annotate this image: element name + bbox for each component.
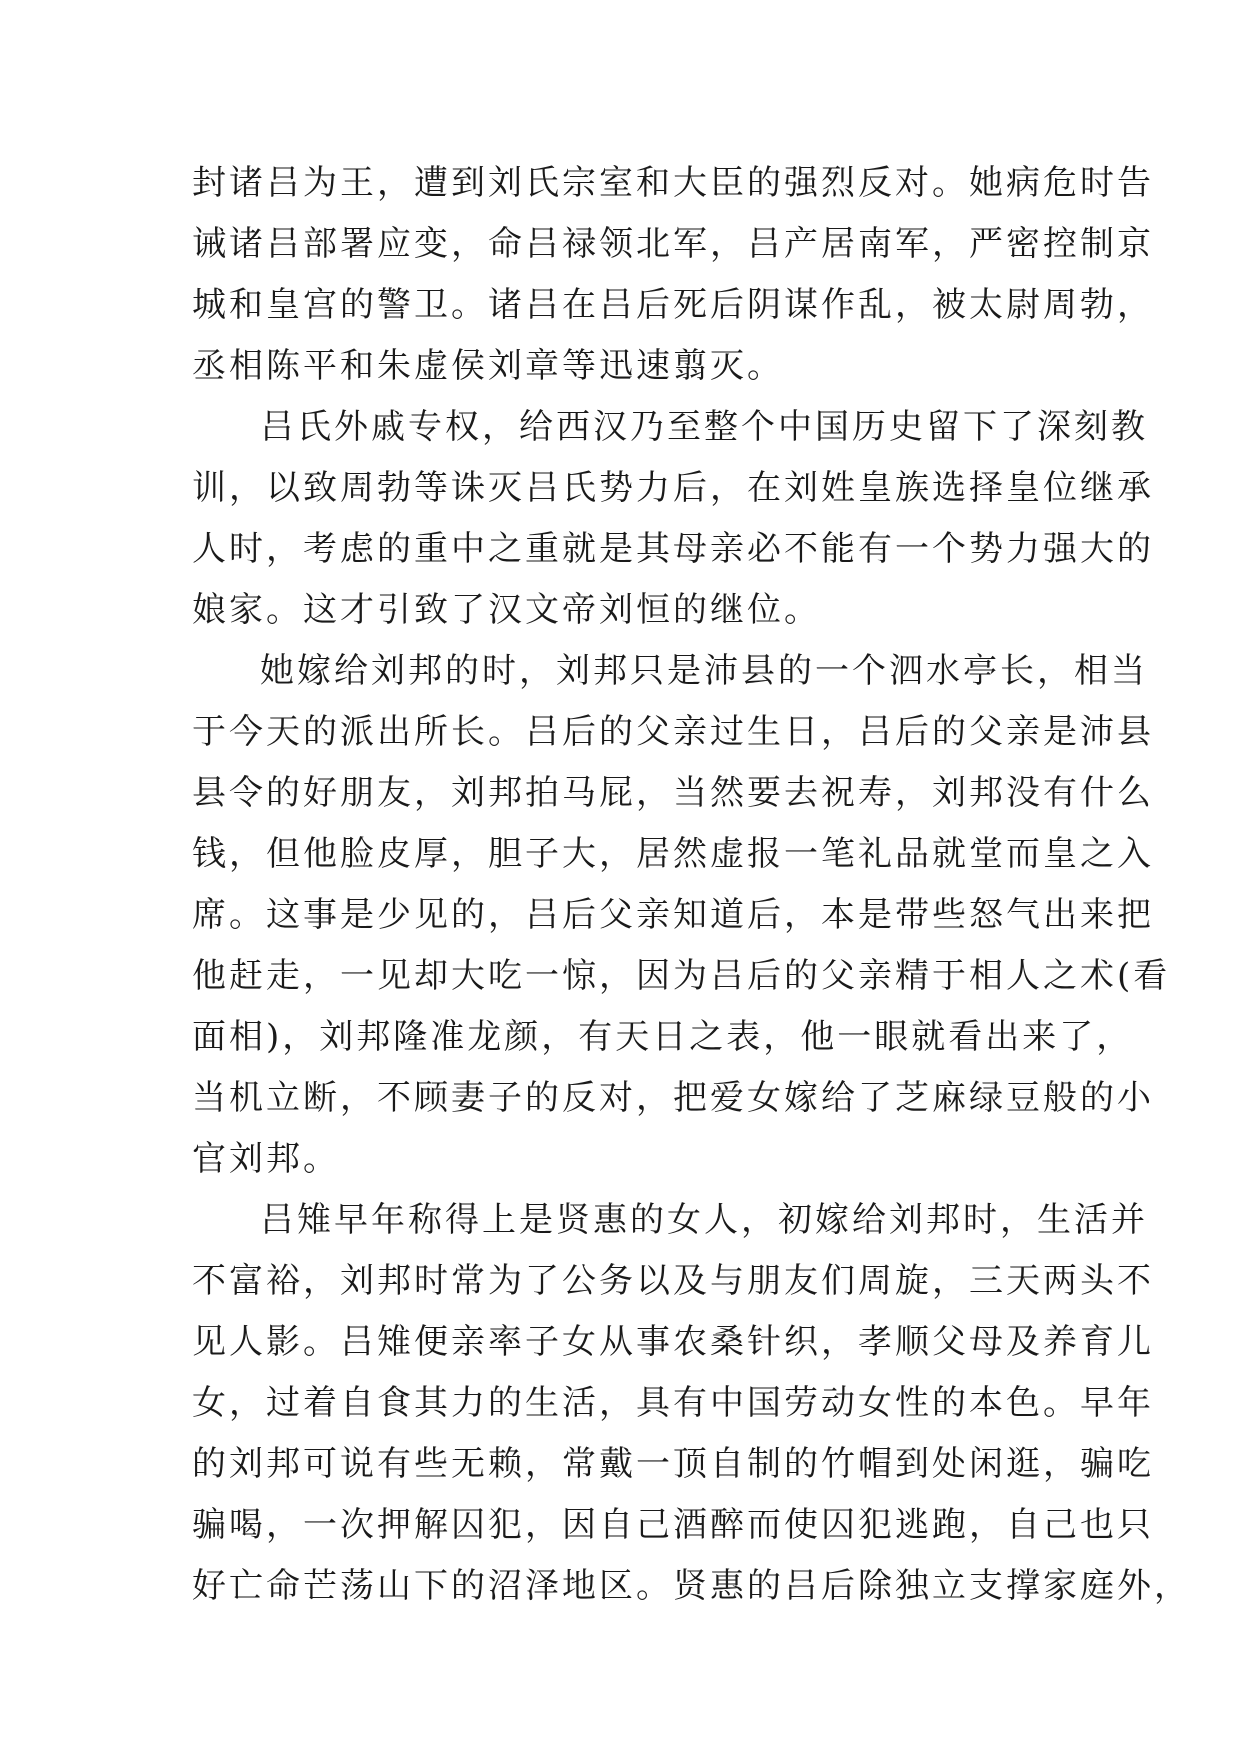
text-line: 好亡命芒荡山下的沼泽地区。贤惠的吕后除独立支撑家庭外，: [192, 1566, 1191, 1606]
text-line: 当机立断，不顾妻子的反对，把爱女嫁给了芝麻绿豆般的小: [192, 1078, 1154, 1118]
text-line: 不富裕，刘邦时常为了公务以及与朋友们周旋，三天两头不: [192, 1261, 1154, 1301]
text-line: 县令的好朋友，刘邦拍马屁，当然要去祝寿，刘邦没有什么: [192, 773, 1154, 813]
text-line: 诫诸吕部署应变，命吕禄领北军，吕产居南军，严密控制京: [192, 224, 1154, 264]
paragraph: [192, 1190, 1191, 1617]
text-line: 于今天的派出所长。吕后的父亲过生日，吕后的父亲是沛县: [192, 712, 1154, 752]
text-line: 他赶走，一见却大吃一惊，因为吕后的父亲精于相人之术(看: [192, 956, 1171, 996]
paragraph: [192, 641, 1171, 1190]
text-line: 女，过着自食其力的生活，具有中国劳动女性的本色。早年: [192, 1383, 1154, 1423]
text-line: 娘家。这才引致了汉文帝刘恒的继位。: [192, 590, 821, 630]
text-line: 城和皇宫的警卫。诸吕在吕后死后阴谋作乱，被太尉周勃，: [192, 285, 1154, 325]
text-line: 吕雉早年称得上是贤惠的女人，初嫁给刘邦时，生活并: [260, 1200, 1148, 1240]
text-line: 训，以致周勃等诛灭吕氏势力后，在刘姓皇族选择皇位继承: [192, 468, 1154, 508]
text-line: 官刘邦。: [192, 1139, 340, 1179]
text-line: 丞相陈平和朱虚侯刘章等迅速翦灭。: [192, 346, 784, 386]
text-line: 面相)，刘邦隆准龙颜，有天日之表，他一眼就看出来了，: [192, 1017, 1134, 1057]
text-line: 人时，考虑的重中之重就是其母亲必不能有一个势力强大的: [192, 529, 1154, 569]
paragraph: [192, 397, 1154, 641]
text-line: 席。这事是少见的，吕后父亲知道后，本是带些怒气出来把: [192, 895, 1154, 935]
paragraph: [192, 153, 1154, 397]
text-line: 见人影。吕雉便亲率子女从事农桑针织，孝顺父母及养育儿: [192, 1322, 1154, 1362]
text-line: 骗喝，一次押解囚犯，因自己酒醉而使囚犯逃跑，自己也只: [192, 1505, 1154, 1545]
text-line: 的刘邦可说有些无赖，常戴一顶自制的竹帽到处闲逛，骗吃: [192, 1444, 1154, 1484]
text-line: 钱，但他脸皮厚，胆子大，居然虚报一笔礼品就堂而皇之入: [192, 834, 1154, 874]
document-body: [192, 153, 1191, 1617]
text-line: 封诸吕为王，遭到刘氏宗室和大臣的强烈反对。她病危时告: [192, 163, 1154, 203]
text-line: 吕氏外戚专权，给西汉乃至整个中国历史留下了深刻教: [260, 407, 1148, 447]
text-line: 她嫁给刘邦的时，刘邦只是沛县的一个泗水亭长，相当: [260, 651, 1148, 691]
